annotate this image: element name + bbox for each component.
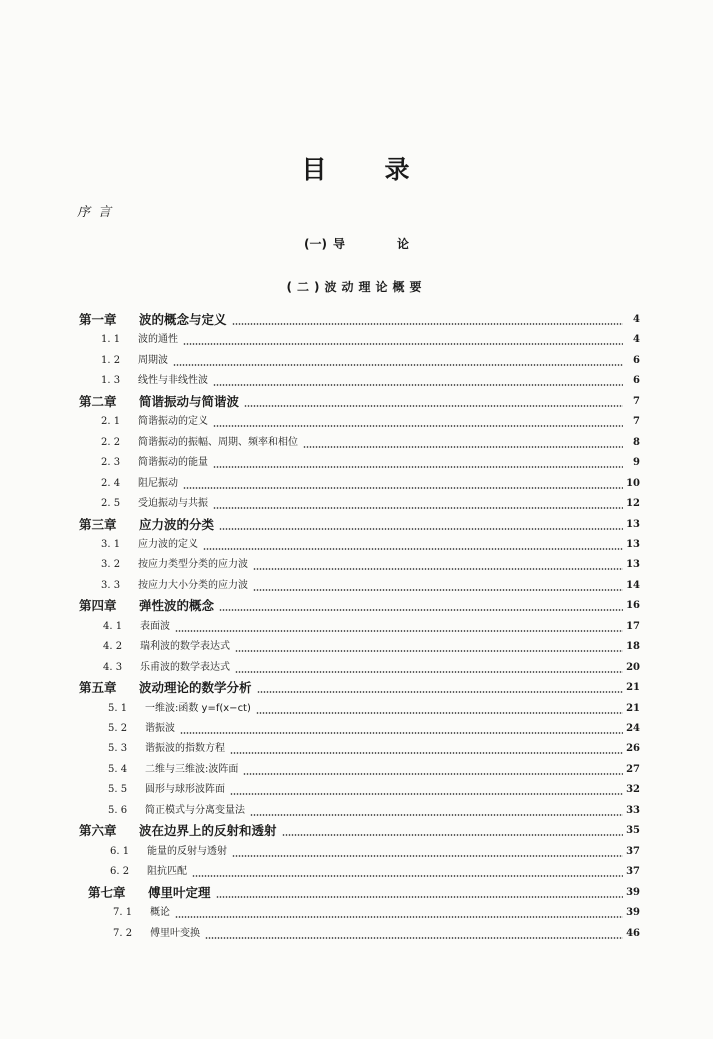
- section-number: 5. 3: [108, 743, 128, 755]
- toc-chapter-row: [79, 598, 640, 614]
- page-number: 32: [626, 784, 640, 796]
- section-number: 1. 2: [101, 354, 121, 366]
- section-title: 谐振波: [145, 723, 175, 734]
- page-number: 39: [626, 907, 640, 919]
- section-title: 按应力大小分类的应力波: [138, 579, 248, 591]
- chapter-number: 第五章: [79, 680, 117, 696]
- page-number: 4: [633, 314, 640, 325]
- chapter-number: 第二章: [79, 393, 117, 409]
- dot-leader: [173, 364, 623, 366]
- toc-section-row: [108, 762, 640, 778]
- section-title: 圆形与球形波阵面: [145, 784, 225, 796]
- toc-section-row: [108, 782, 640, 798]
- page-number: 13: [626, 538, 640, 550]
- toc-section-row: [108, 721, 640, 737]
- section-number: 5. 4: [108, 763, 128, 775]
- page-number: 12: [626, 498, 640, 510]
- toc-section-row: [103, 660, 640, 676]
- dot-leader: [250, 814, 623, 816]
- dot-leader: [235, 671, 623, 673]
- dot-leader: [243, 773, 623, 775]
- dot-leader: [232, 855, 623, 857]
- section-title: 周期波: [138, 354, 168, 366]
- section-overview-heading: (二)波动理论概要: [286, 280, 427, 294]
- toc-chapter-row: [79, 312, 640, 328]
- page-number: 24: [626, 723, 640, 734]
- dot-leader: [230, 752, 623, 754]
- toc-chapter-row: [79, 680, 640, 696]
- dot-leader: [253, 568, 623, 570]
- dot-leader: [213, 507, 623, 509]
- page-number: 8: [633, 436, 640, 448]
- toc-section-row: [108, 701, 640, 717]
- title-char-left: 目: [301, 155, 329, 184]
- section-number: 1. 3: [101, 375, 121, 387]
- section-title: 阻尼振动: [138, 477, 178, 489]
- section-number: 7. 1: [113, 907, 133, 919]
- dot-leader: [213, 384, 623, 386]
- section-title: 瑞利波的数学表达式: [140, 641, 230, 653]
- section-number: 2. 2: [101, 436, 121, 448]
- section-intro-number: (一): [303, 237, 327, 251]
- chapter-number: 第七章: [88, 884, 126, 900]
- section-title: 一维波:函数 y=f(x−ct): [145, 702, 251, 714]
- section-number: 2. 1: [101, 416, 121, 428]
- section-title: 谐振波的指数方程: [145, 743, 225, 755]
- dot-leader: [183, 487, 623, 489]
- page-number: 21: [626, 682, 640, 694]
- section-title: 阻抗匹配: [147, 866, 187, 878]
- toc-section-row: [108, 741, 640, 757]
- page-number: 37: [626, 866, 640, 878]
- section-title: 二维与三维波:波阵面: [145, 763, 239, 775]
- toc-section-row: [110, 864, 640, 880]
- toc-chapter-row: [88, 885, 640, 901]
- dot-leader: [175, 916, 623, 918]
- chapter-number: 第四章: [79, 598, 117, 614]
- toc-section-row: [101, 557, 640, 573]
- dot-leader: [183, 343, 623, 345]
- section-title: 应力波的定义: [138, 538, 198, 550]
- preface-label: 序言: [77, 205, 120, 220]
- toc-section-row: [101, 414, 640, 430]
- dot-leader: [257, 691, 623, 693]
- page-number: 18: [626, 641, 640, 653]
- toc-section-row: [101, 353, 640, 369]
- page-number: 13: [626, 559, 640, 571]
- section-title: 简谐振动的振幅、周期、频率和相位: [138, 436, 298, 448]
- toc-section-row: [101, 476, 640, 492]
- section-number: 7. 2: [113, 927, 133, 939]
- dot-leader: [230, 793, 623, 795]
- page-number: 17: [626, 620, 640, 632]
- section-title: 受迫振动与共振: [138, 498, 208, 510]
- section-number: 3. 1: [101, 538, 121, 550]
- page-number: 46: [626, 927, 640, 939]
- page-number: 4: [633, 334, 640, 346]
- section-title: 乐甫波的数学表达式: [140, 661, 230, 673]
- page-number: 26: [626, 743, 640, 755]
- section-number: 1. 1: [101, 334, 121, 346]
- page-number: 33: [626, 804, 640, 816]
- toc-section-row: [103, 639, 640, 655]
- section-title: 按应力类型分类的应力波: [138, 559, 248, 571]
- chapter-title: 应力波的分类: [139, 516, 215, 532]
- section-title: 线性与非线性波: [138, 375, 208, 387]
- section-number: 2. 3: [101, 457, 121, 469]
- title-char-right: 录: [384, 155, 412, 184]
- section-number: 5. 1: [108, 702, 128, 714]
- page-number: 20: [626, 661, 640, 673]
- section-intro-char-a: 导: [332, 237, 345, 251]
- chapter-number: 第三章: [79, 516, 117, 532]
- page-number: 7: [633, 416, 640, 428]
- section-number: 5. 6: [108, 804, 128, 816]
- dot-leader: [180, 732, 623, 734]
- dot-leader: [213, 425, 623, 427]
- section-number: 4. 3: [103, 661, 123, 673]
- toc-section-row: [108, 803, 640, 819]
- toc-section-row: [101, 435, 640, 451]
- toc-section-row: [101, 455, 640, 471]
- toc-section-row: [110, 844, 640, 860]
- dot-leader: [205, 937, 623, 939]
- dot-leader: [282, 834, 623, 836]
- section-intro-heading: [0, 235, 713, 252]
- section-title: 表面波: [140, 620, 170, 632]
- section-title: 简正模式与分离变量法: [145, 804, 245, 816]
- dot-leader: [303, 446, 623, 448]
- page-number: 6: [633, 375, 640, 387]
- dot-leader: [219, 528, 623, 530]
- page-title: [0, 150, 713, 186]
- chapter-title: 简谐振动与简谐波: [139, 393, 240, 409]
- dot-leader: [216, 896, 623, 898]
- page-number: 27: [626, 763, 640, 775]
- toc-section-row: [101, 496, 640, 512]
- section-number: 6. 1: [110, 845, 130, 857]
- chapter-number: 第一章: [79, 312, 117, 327]
- page-number: 16: [626, 600, 640, 612]
- chapter-title: 弹性波的概念: [139, 598, 215, 614]
- section-title: 波的通性: [138, 334, 178, 346]
- toc-section-row: [113, 926, 640, 942]
- dot-leader: [203, 548, 623, 550]
- section-title: 简谐振动的能量: [138, 457, 208, 469]
- chapter-number: 第六章: [79, 823, 117, 839]
- toc-chapter-row: [79, 823, 640, 839]
- toc-section-row: [103, 619, 640, 635]
- section-title: 能量的反射与透射: [147, 845, 227, 857]
- page-number: 9: [633, 457, 640, 469]
- chapter-title: 波的概念与定义: [139, 312, 227, 327]
- page-number: 39: [626, 886, 640, 898]
- section-number: 2. 5: [101, 498, 121, 510]
- dot-leader: [244, 405, 623, 407]
- page-number: 6: [633, 354, 640, 366]
- section-number: 3. 3: [101, 579, 121, 591]
- dot-leader: [256, 712, 623, 714]
- toc-section-row: [101, 578, 640, 594]
- dot-leader: [232, 323, 623, 325]
- dot-leader: [219, 609, 623, 611]
- chapter-title: 波动理论的数学分析: [139, 680, 252, 696]
- page-number: 21: [626, 702, 640, 714]
- dot-leader: [253, 589, 623, 591]
- toc-chapter-row: [79, 394, 640, 410]
- section-number: 6. 2: [110, 866, 130, 878]
- section-number: 2. 4: [101, 477, 121, 489]
- chapter-title: 傅里叶定理: [148, 884, 211, 900]
- section-number: 4. 2: [103, 641, 123, 653]
- toc-section-row: [101, 537, 640, 553]
- section-intro-char-b: 论: [396, 237, 409, 251]
- page-number: 14: [626, 579, 640, 591]
- section-number: 5. 2: [108, 723, 128, 734]
- dot-leader: [235, 650, 623, 652]
- toc-section-row: [113, 905, 640, 921]
- section-title: 概论: [150, 907, 170, 919]
- dot-leader: [192, 875, 623, 877]
- section-title: 简谐振动的定义: [138, 416, 208, 428]
- page-number: 7: [633, 395, 640, 407]
- page-number: 35: [626, 825, 640, 837]
- toc-section-row: [101, 332, 640, 348]
- page-number: 10: [626, 477, 640, 489]
- section-number: 4. 1: [103, 620, 123, 632]
- page-number: 13: [626, 518, 640, 530]
- section-title: 傅里叶变换: [150, 927, 200, 939]
- section-number: 3. 2: [101, 559, 121, 571]
- dot-leader: [175, 630, 623, 632]
- section-number: 5. 5: [108, 784, 128, 796]
- toc-section-row: [101, 373, 640, 389]
- toc-chapter-row: [79, 517, 640, 533]
- dot-leader: [213, 466, 623, 468]
- page-number: 37: [626, 845, 640, 857]
- chapter-title: 波在边界上的反射和透射: [139, 823, 277, 839]
